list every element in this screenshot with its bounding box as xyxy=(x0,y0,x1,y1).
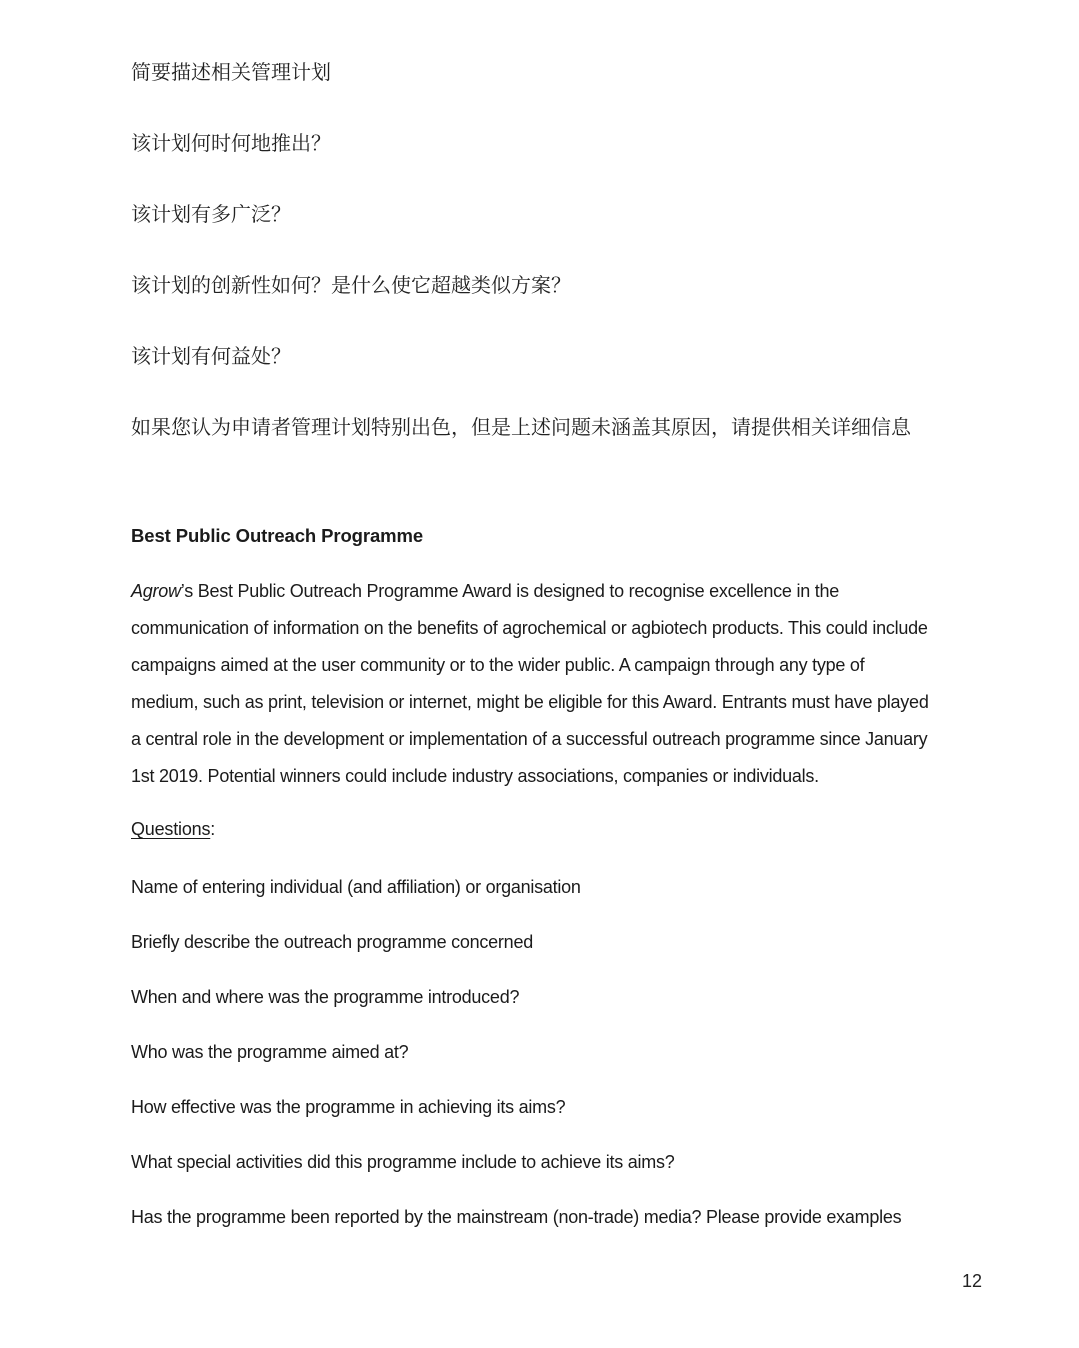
questions-label-colon: : xyxy=(210,819,216,839)
intro-paragraph-line: 1st 2019. Potential winners could include industry associations, companies or individuals. xyxy=(131,766,819,786)
chinese-question: 该计划有多广泛？ xyxy=(131,204,291,226)
chinese-question: 该计划有何益处？ xyxy=(131,346,291,368)
question-item: What special activities did this programme include to achieve its aims? xyxy=(131,1152,675,1172)
agrow-italic-name: Agrow xyxy=(131,581,181,601)
chinese-question: 该计划何时何地推出？ xyxy=(131,133,331,155)
questions-label xyxy=(131,816,982,842)
section-heading: Best Public Outreach Programme xyxy=(131,525,424,546)
question-item: Who was the programme aimed at? xyxy=(131,1042,409,1062)
question-item: Briefly describe the outreach programme concerned xyxy=(131,932,533,952)
intro-paragraph-line: campaigns aimed at the user community or to the wider public. A campaign through any type of xyxy=(131,655,865,675)
intro-paragraph-line: medium, such as print, television or internet, might be eligible for this Award. Entrants must have played xyxy=(131,692,929,712)
intro-paragraph-line xyxy=(131,573,982,610)
question-item: When and where was the programme introduced? xyxy=(131,987,520,1007)
intro-paragraph-line: a central role in the development or implementation of a successful outreach programme since January xyxy=(131,729,928,749)
question-item: Has the programme been reported by the mainstream (non-trade) media? Please provide examples xyxy=(131,1207,902,1227)
question-item: Name of entering individual (and affiliation) or organisation xyxy=(131,877,581,897)
page-number: 12 xyxy=(961,1271,982,1291)
question-item: How effective was the programme in achieving its aims? xyxy=(131,1097,566,1117)
intro-paragraph xyxy=(131,573,982,795)
chinese-question: 简要描述相关管理计划 xyxy=(131,62,331,84)
chinese-question: 如果您认为申请者管理计划特别出色，但是上述问题未涵盖其原因，请提供相关详细信息 xyxy=(131,417,911,439)
chinese-question: 该计划的创新性如何？是什么使它超越类似方案？ xyxy=(131,275,571,297)
questions-label-text: Questions xyxy=(131,819,211,839)
intro-paragraph-line: communication of information on the benefits of agrochemical or agbiotech products. This could include xyxy=(131,618,928,638)
intro-line-text: ’s Best Public Outreach Programme Award is designed to recognise excellence in the xyxy=(180,581,839,601)
